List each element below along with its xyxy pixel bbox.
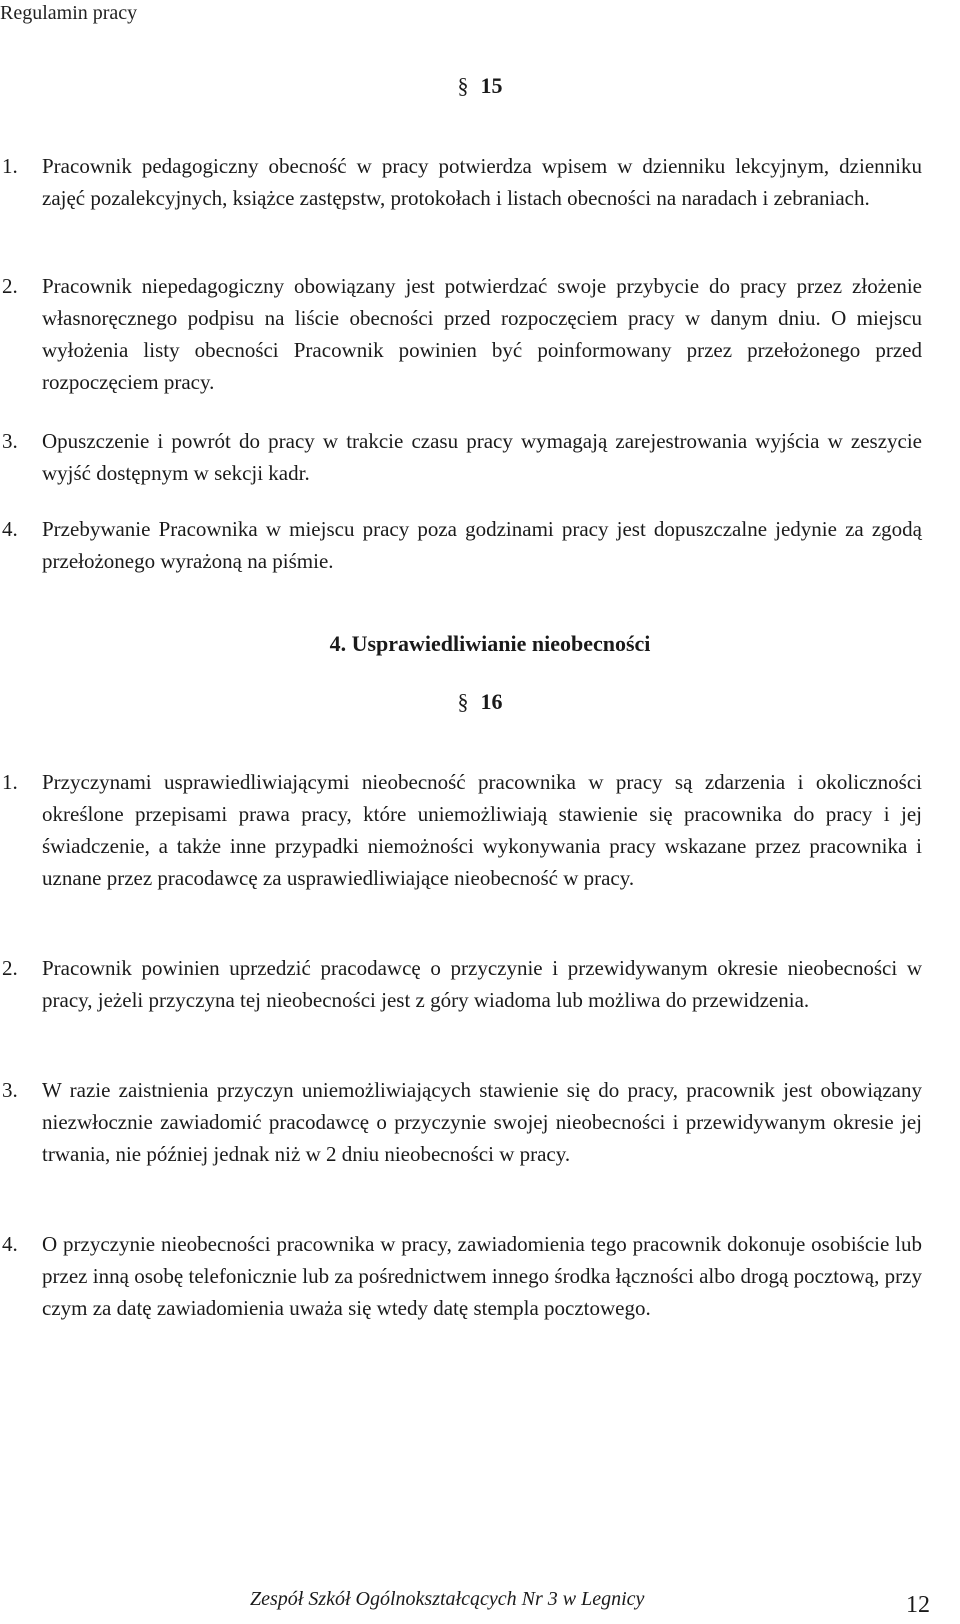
item-number: 2. (2, 956, 18, 980)
list-item (2, 952, 922, 1016)
list-item (2, 270, 922, 398)
item-text: Opuszczenie i powrót do pracy w trakcie czasu pracy wymagają zarejestrowania wyjścia w zeszycie wyjść dostępnym w sekcji kadr. (42, 429, 922, 485)
list-item (2, 150, 922, 214)
item-text: Przebywanie Pracownika w miejscu pracy poza godzinami pracy jest dopuszczalne jedynie za zgodą przełożonego wyrażoną na piśmie. (42, 517, 922, 573)
section-number: 16 (480, 689, 503, 714)
item-text: W razie zaistnienia przyczyn uniemożliwiających stawienie się do pracy, pracownik jest obowiązany niezwłocznie zawiadomić pracodawcę o przyczynie swojej nieobecności i przewidywanym okresie jej trwania, nie później jednak niż w 2 dniu nieobecności w pracy. (42, 1078, 922, 1166)
item-number: 3. (2, 429, 18, 453)
list-item (2, 1074, 922, 1170)
item-number: 2. (2, 274, 18, 298)
section-heading-16 (0, 688, 960, 716)
chapter-title-text: 4. Usprawiedliwianie nieobecności (329, 631, 651, 656)
item-number: 4. (2, 517, 18, 541)
list-item (2, 513, 922, 577)
item-number: 1. (2, 770, 18, 794)
section-heading-15 (0, 72, 960, 100)
school-name: Zespół Szkół Ogólnokształcących Nr 3 w Legnicy (250, 1588, 645, 1610)
item-text: O przyczynie nieobecności pracownika w pracy, zawiadomienia tego pracownik dokonuje osobiście lub przez inną osobę telefonicznie lub za pośrednictwem innego środka łączności albo drogą pocztową, przy czym za datę zawiadomienia uważa się wtedy datę stempla pocztowego. (42, 1232, 922, 1320)
chapter-title (0, 630, 960, 658)
item-number: 3. (2, 1078, 18, 1102)
document-header (0, 0, 137, 26)
list-item (2, 1228, 922, 1324)
item-text: Pracownik powinien uprzedzić pracodawcę o przyczynie i przewidywanym okresie nieobecności w pracy, jeżeli przyczyna tej nieobecności jest z góry wiadoma lub możliwa do przewidzenia. (42, 956, 922, 1012)
section-symbol: § (457, 73, 469, 98)
list-item (2, 766, 922, 894)
item-text: Pracownik niepedagogiczny obowiązany jest potwierdzać swoje przybycie do pracy przez złożenie własnoręcznego podpisu na liście obecności przed rozpoczęciem pracy w danym dniu. O miejscu wyłożenia listy obecności Pracownik powinien być poinformowany przez przełożonego przed rozpoczęciem pracy. (42, 274, 922, 394)
item-number: 1. (2, 154, 18, 178)
item-text: Przyczynami usprawiedliwiającymi nieobecność pracownika w pracy są zdarzenia i okoliczności określone przepisami prawa pracy, które uniemożliwiają stawienie się pracownika do pracy i jej świadczenie, a także inne przypadki niemożności wykonywania pracy wskazane przez pracownika i uznane przez pracodawcę za usprawiedliwiające nieobecność w pracy. (42, 770, 922, 890)
document-title: Regulamin pracy (0, 2, 138, 24)
section-symbol: § (457, 689, 469, 714)
item-number: 4. (2, 1232, 18, 1256)
list-item (2, 425, 922, 489)
section-number: 15 (480, 73, 503, 98)
item-text: Pracownik pedagogiczny obecność w pracy potwierdza wpisem w dzienniku lekcyjnym, dzienniku zajęć pozalekcyjnych, książce zastępstw, protokołach i listach obecności na naradach i zebraniach. (42, 154, 922, 210)
page-number: 12 (906, 1592, 930, 1618)
